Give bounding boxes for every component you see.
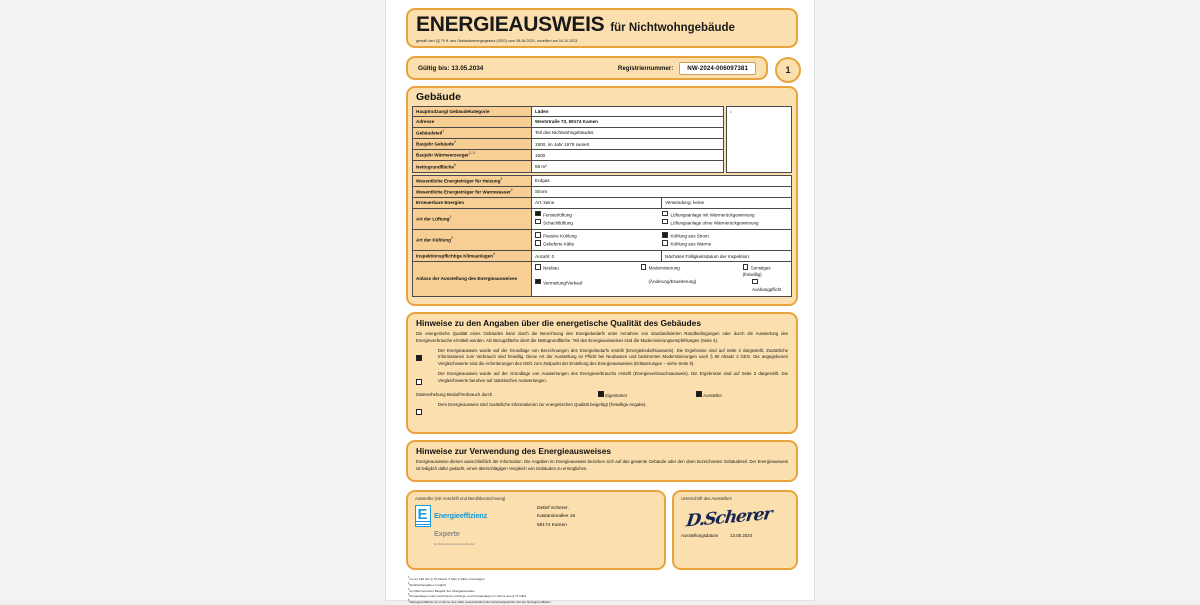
issuer-name: Detlef Scherer, xyxy=(537,506,569,511)
table-row xyxy=(413,106,724,117)
document-title-banner xyxy=(406,8,798,48)
row-label-renewables: Erneuerbare Energien xyxy=(413,197,532,208)
logo-tagline: für Förderprogramme des Bundes xyxy=(434,542,475,546)
usage-notes-text: Energieausweise dienen ausschließlich der Information. Die Angaben im Energieausweis beziehen sich auf das gesamte Gebäude oder den oben bezeichneten Gebäudeteil. Der Energieausweis ist lediglich dafür gedacht, einen überschlägigen Vergleich von Gebäuden zu ermöglichen. xyxy=(416,459,788,471)
ventilation-options-row-2 xyxy=(535,219,788,227)
usage-notes-title: Hinweise zur Verwendung des Energieausweises xyxy=(416,446,612,456)
row-value-building-part: Teil des Nichtwohngebäudes xyxy=(532,127,724,138)
reason-option-aenderung-note: (Änderung/Erweiterung) xyxy=(648,278,697,284)
quality-option-bedarf-text: Der Energieausweis wurde auf der Grundlage von Berechnungen des Energiebedarfs erstellt (Energiebedarfsausweis). Die Ergebnisse sind auf Seite 2 dargestellt. Zusätzliche Informationen zum Verbrauch sind freiwillig. Diese Art der Ausstellung ist Pflicht bei Neubauten und bestimmten Modernisierungen nach § 80 Absatz 2 GEG. Die angegebenen Vergleichswerte sind die Anforderungen des GEG zum Zeitpunkt der Erstellung des Energieausweises (Erläuterungen – siehe Seite 5). xyxy=(438,347,788,366)
checkbox-icon[interactable] xyxy=(535,219,541,225)
row-value-ventilation xyxy=(532,208,792,229)
checkbox-icon[interactable] xyxy=(416,402,438,421)
issuer-logo xyxy=(415,505,527,546)
quality-notes-title: Hinweise zu den Angaben über die energetische Qualität des Gebäudes xyxy=(416,318,701,328)
checkbox-icon[interactable] xyxy=(662,219,668,225)
row-label-cooling: Art der Kühlung$^2$ xyxy=(413,229,532,250)
checkbox-icon[interactable] xyxy=(662,232,668,238)
reason-option-vermietung-verkauf[interactable]: Vermietung/Verkauf xyxy=(535,279,642,293)
row-label-category: Hauptnutzung/ Gebäudekategorie xyxy=(413,106,532,117)
row-value-year-heater: 1900 xyxy=(532,150,724,161)
issuer-header: Aussteller (mit Anschrift und Berufsbezeichnung) xyxy=(415,496,506,501)
table-row xyxy=(413,229,792,250)
row-label-inspection: Inspektionspflichtige Klimaanlagen$^4$ xyxy=(413,251,532,262)
checkbox-icon[interactable] xyxy=(416,348,438,367)
reason-option-modernisierung[interactable]: Modernisierung xyxy=(641,264,743,278)
table-row xyxy=(413,117,724,128)
quality-option-verbrauch-text: Der Energieausweis wurde auf der Grundlage von Auswertungen des Energieverbrauchs erstellt (Energieverbrauchsausweis). Die Ergebnisse sind auf Seite 3 dargestellt. Die Vergleichswerte beruhen auf statistischen Auswertungen. xyxy=(438,371,788,383)
issuer-section xyxy=(406,490,666,570)
cooling-option-waerme[interactable]: Kühlung aus Wärme xyxy=(662,240,788,248)
table-row xyxy=(413,139,724,150)
checkbox-icon[interactable] xyxy=(662,240,668,246)
energy-efficiency-logo-icon xyxy=(415,505,431,527)
cooling-options-row-1 xyxy=(535,232,788,240)
row-value-reason xyxy=(532,262,792,296)
checkbox-icon[interactable] xyxy=(743,264,749,270)
row-value-water-carrier: Strom xyxy=(532,186,792,197)
registration-label: Registriernummer: xyxy=(617,64,674,72)
checkbox-icon[interactable] xyxy=(696,391,702,397)
checkbox-icon[interactable] xyxy=(416,371,438,390)
checkbox-icon[interactable] xyxy=(641,264,647,270)
data-collection-owner[interactable]: Eigentümer xyxy=(598,391,696,398)
table-row xyxy=(413,186,792,197)
row-label-year-built: Baujahr Gebäude$^2$ xyxy=(413,139,532,150)
row-label-building-part: Gebäudeteil$^1$ xyxy=(413,127,532,138)
page-subtitle: für Nichtwohngebäude xyxy=(610,22,735,34)
checkbox-icon[interactable] xyxy=(535,264,541,270)
document-page xyxy=(386,0,814,605)
inspection-next-date: Nächstes Fälligkeitsdatum der Inspektion: xyxy=(662,251,792,262)
building-energy-table xyxy=(412,175,792,297)
issue-date-label: Ausstellungsdatum xyxy=(681,533,719,538)
quality-option-extra[interactable] xyxy=(416,402,788,421)
ventilation-option-anlage-ohne-wrg[interactable]: Lüftungsanlage ohne Wärmerückgewinnung xyxy=(662,219,788,227)
signature-header: Unterschrift des Ausstellers xyxy=(681,496,732,501)
row-label-address: Adresse xyxy=(413,117,532,128)
quality-option-verbrauch[interactable] xyxy=(416,371,788,390)
row-value-floor-area: 58 m² xyxy=(532,161,724,172)
footnote-item: $^1$nur im Fall des § 79 Absatz 3 Satz 2 GEG einzutragen xyxy=(408,576,485,582)
checkbox-icon[interactable] xyxy=(535,232,541,238)
legal-basis-text: gemäß den §§ 79 ff. des Gebäudeenergiegesetz (GEG) vom 08.08.2020, novelliert am 16.10.2023 xyxy=(416,38,578,43)
checkbox-icon[interactable] xyxy=(752,279,758,285)
data-collection-label: Datenerhebung Bedarf/Verbrauch durch xyxy=(416,391,493,397)
table-row xyxy=(413,150,724,161)
row-label-floor-area: Nettogrundfläche$^5$ xyxy=(413,161,532,172)
issuer-street: Kastanienallee 16 xyxy=(537,514,576,520)
footnote-item: $^5$Nettogrundfläche ist im Sinne des GEG ausschließlich die beheizte/gekühlte Teil der Nettogrundfläche xyxy=(408,599,551,605)
cooling-option-gelieferte-kaelte[interactable]: Gelieferte Kälte xyxy=(535,240,662,248)
page-number-badge: 1 xyxy=(775,57,801,83)
building-photo-placeholder xyxy=(726,106,792,173)
building-main-table xyxy=(412,106,724,173)
photo-marker-dot: • xyxy=(730,108,732,114)
reason-option-aushangpflicht[interactable]: Aushangpflicht xyxy=(752,279,788,293)
data-collection-row xyxy=(416,391,788,398)
registration-number: NW-2024-006097381 xyxy=(679,62,756,75)
table-row xyxy=(413,251,792,262)
row-value-renewable-use: Verwendung: keine xyxy=(662,197,792,208)
usage-notes-section xyxy=(406,440,798,482)
signature-mark: D.Scherer xyxy=(685,504,773,532)
valid-until-label: Gültig bis: 13.05.2034 xyxy=(418,64,484,72)
building-section-title: Gebäude xyxy=(416,91,461,103)
footnotes-block xyxy=(408,576,708,605)
row-label-ventilation: Art der Lüftung$^1$ xyxy=(413,208,532,229)
logo-line-2: Experte xyxy=(434,529,460,538)
reason-option-neubau[interactable]: Neubau xyxy=(535,264,641,278)
checkbox-icon[interactable] xyxy=(535,211,541,217)
table-row xyxy=(413,208,792,229)
reason-options-row-2 xyxy=(535,279,788,293)
row-value-category: Läden xyxy=(532,106,724,117)
table-row xyxy=(413,262,792,296)
quality-notes-intro: Die energetische Qualität eines Gebäudes kann durch die Berechnung des Energiebedarfs unter Annahme von standardisierten Randbedingungen oder durch die Auswertung des Energieverbrauchs ermittelt werden. Als Bezugsfläche dient die Nettogrundfläche. Teil des Energieausweises sind die Modernisierungsempfehlungen (Seite 4). xyxy=(416,331,788,343)
quality-option-extra-text: Dem Energieausweis sind zusätzliche Informationen zur energetischen Qualität beigefügt (freiwillige Angabe). xyxy=(438,401,647,407)
row-label-water-carrier: Wesentliche Energieträger für Warmwasser$^2$ xyxy=(413,186,532,197)
row-label-heating-carrier: Wesentliche Energieträger für Heizung$^2$ xyxy=(413,175,532,186)
row-value-heating-carrier: Erdgas xyxy=(532,175,792,186)
issuer-address xyxy=(537,505,575,530)
checkbox-icon[interactable] xyxy=(535,279,541,285)
checkbox-icon[interactable] xyxy=(535,240,541,246)
checkbox-icon[interactable] xyxy=(662,211,668,217)
cooling-option-passiv[interactable]: Passive Kühlung xyxy=(535,232,662,240)
ventilation-option-schacht[interactable]: Schachtlüftung xyxy=(535,219,662,227)
table-row xyxy=(413,175,792,186)
building-section xyxy=(406,86,798,306)
footnote-item: $^2$Mehrfachangaben möglich xyxy=(408,581,447,587)
ventilation-option-anlage-mit-wrg[interactable]: Lüftungsanlage mit Wärmerückgewinnung xyxy=(662,211,788,219)
table-row xyxy=(413,127,724,138)
row-value-cooling xyxy=(532,229,792,250)
footnote-item: $^4$Klimaanlagen oder kombinierte Lüftungs- und Klimaanlagen im Sinne des § 74 GEG xyxy=(408,593,527,599)
row-value-renewable-type: Art: keine xyxy=(532,197,662,208)
page-title: ENERGIEAUSWEIS xyxy=(416,13,605,36)
quality-option-bedarf[interactable] xyxy=(416,348,788,367)
issue-date-value: 13.05.2024 xyxy=(730,533,753,538)
validity-bar xyxy=(406,56,768,80)
footnote-item: $^3$bei Wärmenetzen Baujahr der Übergabestation xyxy=(408,587,475,593)
quality-notes-section xyxy=(406,312,798,434)
data-collection-issuer[interactable]: Aussteller xyxy=(696,391,722,398)
row-label-year-heater: Baujahr Wärmeerzeuger$^{2, 3}$ xyxy=(413,150,532,161)
ventilation-option-fenster[interactable]: Fensterlüftung xyxy=(535,211,662,219)
signature-section xyxy=(672,490,798,570)
table-row xyxy=(413,197,792,208)
ventilation-options-row-1 xyxy=(535,211,788,219)
row-value-year-built: 1900, im Jahr 1978 saniert xyxy=(532,139,724,150)
row-label-reason: Anlass der Ausstellung des Energieausweises xyxy=(413,262,532,296)
logo-line-1: Energieeffizienz xyxy=(434,511,488,520)
table-row xyxy=(413,161,724,172)
checkbox-icon[interactable] xyxy=(598,391,604,397)
cooling-option-strom[interactable]: Kühlung aus Strom xyxy=(662,232,788,240)
issuer-city: 59174 Kamen xyxy=(537,522,567,528)
reason-options-row-1 xyxy=(535,264,788,278)
reason-option-sonstiges[interactable]: Sonstiges (freiwillig) xyxy=(742,265,771,278)
row-value-address: Weststraße 73, 59174 Kamen xyxy=(532,117,724,128)
inspection-count: Anzahl: 0 xyxy=(532,251,662,262)
cooling-options-row-2 xyxy=(535,240,788,248)
